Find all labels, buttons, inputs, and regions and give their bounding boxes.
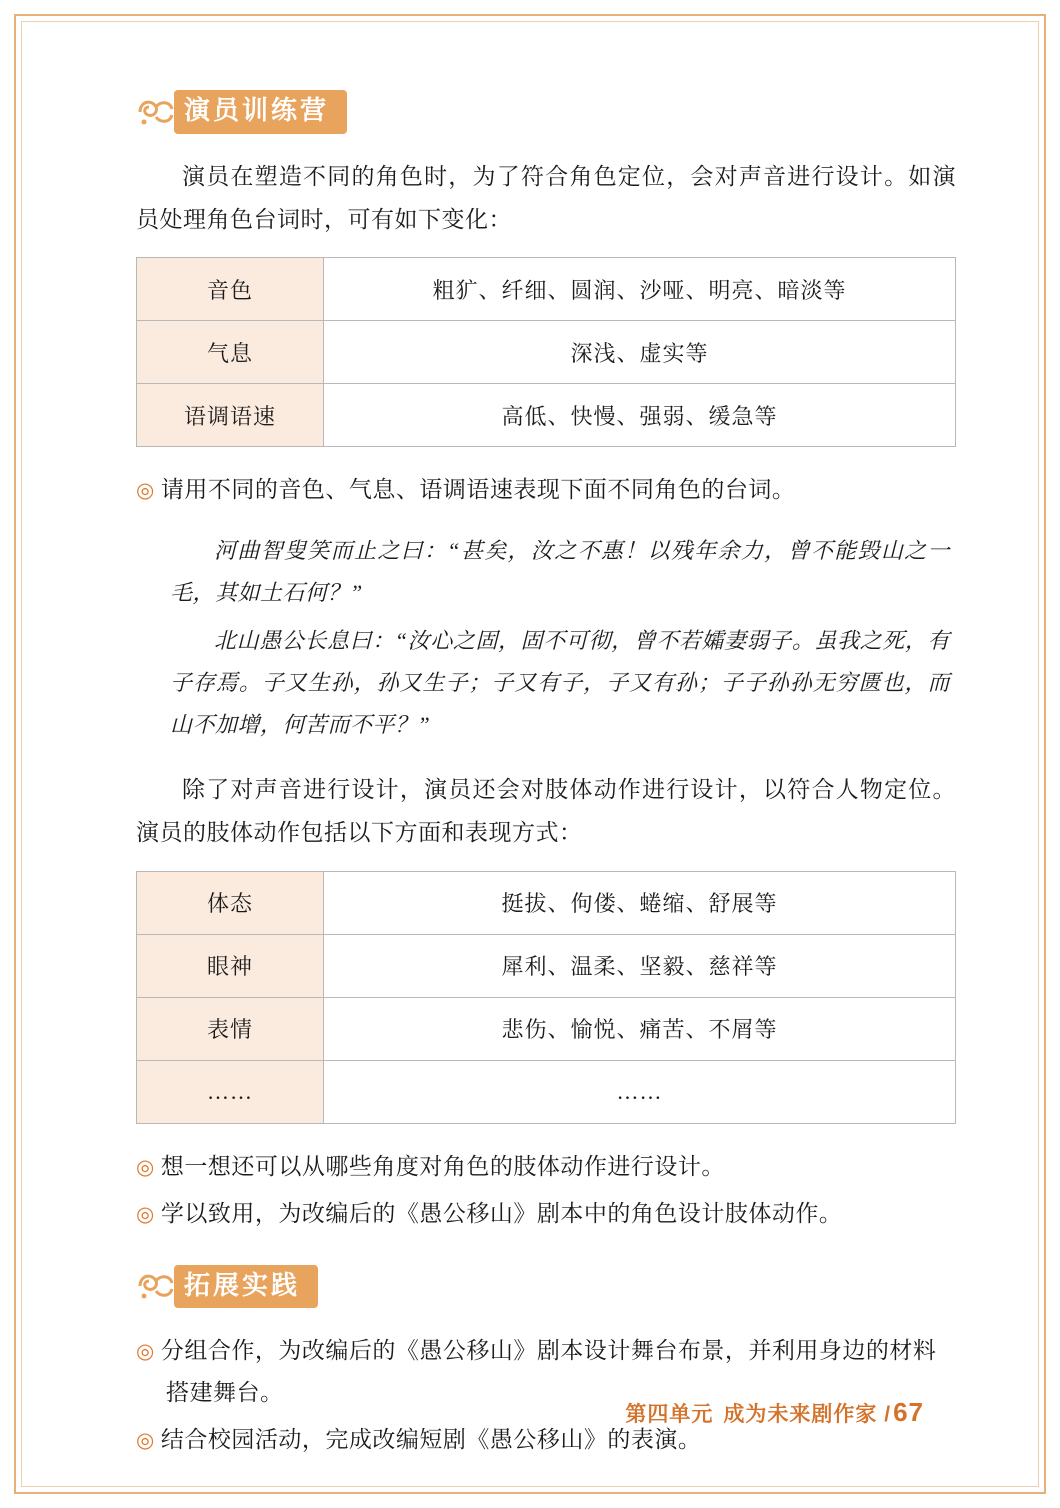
circle-bullet-icon: ◎ bbox=[136, 478, 155, 503]
table-cell-value: 高低、快慢、强弱、缓急等 bbox=[324, 384, 956, 447]
practice-bullet-2-text: 结合校园活动，完成改编短剧《愚公移山》的表演。 bbox=[160, 1427, 702, 1453]
table-row bbox=[137, 258, 956, 321]
task-bullet-2 bbox=[136, 1146, 956, 1187]
task-bullet-3 bbox=[136, 1193, 956, 1234]
circle-bullet-icon: ◎ bbox=[136, 1339, 155, 1364]
footer-title-label: 成为未来剧作家 bbox=[723, 1403, 878, 1426]
section-heading-label: 拓展实践 bbox=[174, 1265, 318, 1308]
task-bullet-1-text: 请用不同的音色、气息、语调语速表现下面不同角色的台词。 bbox=[160, 477, 796, 503]
circle-bullet-icon: ◎ bbox=[136, 1428, 155, 1453]
table-row bbox=[137, 871, 956, 934]
body-movement-table bbox=[136, 871, 956, 1124]
classical-quote-2: 北山愚公长息曰：“汝心之固，固不可彻，曾不若孀妻弱子。虽我之死，有子存焉。子又生孙，孙又生子；子又有子，子又有孙；子子孙孙无穷匮也，而山不加增，何苦而不平？” bbox=[170, 628, 950, 737]
task-bullet-2-text: 想一想还可以从哪些角度对角色的肢体动作进行设计。 bbox=[160, 1153, 725, 1179]
footer-unit-label: 第四单元 bbox=[625, 1403, 714, 1426]
table-row bbox=[137, 384, 956, 447]
classical-quote-group bbox=[136, 530, 956, 745]
table-cell-label: 表情 bbox=[137, 997, 324, 1060]
table-cell-label: 音色 bbox=[137, 258, 324, 321]
table-cell-label: 眼神 bbox=[137, 934, 324, 997]
table-row bbox=[137, 321, 956, 384]
table-cell-label: 语调语速 bbox=[137, 384, 324, 447]
table-cell-label: …… bbox=[137, 1060, 324, 1123]
practice-bullet-1-text: 分组合作，为改编后的《愚公移山》剧本设计舞台布景，并利用身边的材料搭建舞台。 bbox=[160, 1338, 937, 1405]
circle-bullet-icon: ◎ bbox=[136, 1154, 155, 1179]
extension-practice-bullets bbox=[136, 1330, 956, 1460]
table-cell-value: 悲伤、愉悦、痛苦、不屑等 bbox=[324, 997, 956, 1060]
flourish-ornament-icon bbox=[136, 95, 180, 129]
intro-paragraph-1: 演员在塑造不同的角色时，为了符合角色定位，会对声音进行设计。如演员处理角色台词时，可有如下变化： bbox=[136, 164, 956, 232]
page-number: 67 bbox=[893, 1397, 924, 1427]
table-row bbox=[137, 934, 956, 997]
section-heading-extension-practice bbox=[136, 1264, 956, 1308]
page-footer bbox=[625, 1397, 924, 1428]
task-bullet-3-text: 学以致用，为改编后的《愚公移山》剧本中的角色设计肢体动作。 bbox=[160, 1200, 843, 1226]
section-heading-label: 演员训练营 bbox=[174, 90, 347, 133]
task-bullets-after-table bbox=[136, 1146, 956, 1235]
circle-bullet-icon: ◎ bbox=[136, 1201, 155, 1226]
table-cell-value: 深浅、虚实等 bbox=[324, 321, 956, 384]
table-cell-value: 犀利、温柔、坚毅、慈祥等 bbox=[324, 934, 956, 997]
table-cell-value: 粗犷、纤细、圆润、沙哑、明亮、暗淡等 bbox=[324, 258, 956, 321]
table-cell-label: 气息 bbox=[137, 321, 324, 384]
table-row bbox=[137, 997, 956, 1060]
table-cell-value: …… bbox=[324, 1060, 956, 1123]
footer-separator: / bbox=[884, 1403, 892, 1426]
task-bullet-1 bbox=[136, 469, 956, 510]
task-bullet-1-block bbox=[136, 469, 956, 510]
table-cell-value: 挺拔、佝偻、蜷缩、舒展等 bbox=[324, 871, 956, 934]
intro-paragraph-2: 除了对声音进行设计，演员还会对肢体动作进行设计，以符合人物定位。演员的肢体动作包括以下方面和表现方式： bbox=[136, 777, 956, 846]
table-row bbox=[137, 1060, 956, 1123]
page-content bbox=[136, 90, 956, 1481]
flourish-ornament-icon bbox=[136, 1269, 180, 1303]
classical-quote-1: 河曲智叟笑而止之曰：“甚矣，汝之不惠！以残年余力，曾不能毁山之一毛，其如土石何？” bbox=[170, 538, 950, 606]
section-heading-actor-training bbox=[136, 90, 956, 134]
voice-design-table bbox=[136, 257, 956, 447]
table-cell-label: 体态 bbox=[137, 871, 324, 934]
